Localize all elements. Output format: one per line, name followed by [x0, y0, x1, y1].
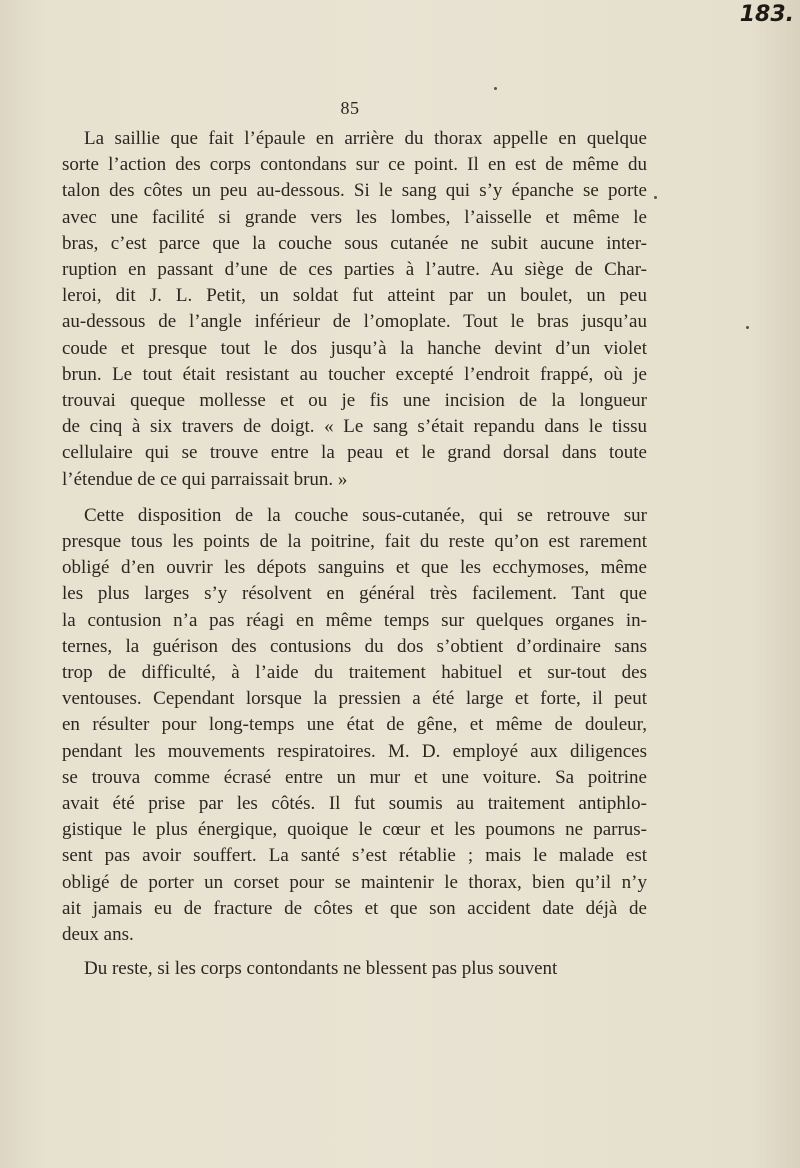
text-line: presque tous les points de la poitrine, fait du reste qu’on est rarement	[62, 531, 647, 553]
text-line: l’étendue de ce qui parraissait brun. »	[62, 468, 348, 490]
text-line: Cette disposition de la couche sous-cutanée, qui se retrouve sur	[84, 504, 647, 526]
ink-speck	[494, 87, 497, 90]
text-line: ventouses. Cependant lorsque la pressien a été large et forte, il peut	[62, 688, 647, 710]
text-line: la contusion n’a pas réagi en même temps sur quelques organes in-	[62, 609, 647, 631]
body-text	[62, 126, 647, 983]
text-line: La saillie que fait l’épaule en arrière du thorax appelle en quelque	[84, 128, 647, 149]
text-line: sorte l’action des corps contondans sur ce point. Il en est de même du	[62, 154, 647, 176]
paragraph	[62, 956, 647, 982]
text-line: obligé d’en ouvrir les dépots sanguins et que les ecchymoses, même	[62, 557, 647, 579]
text-line: Du reste, si les corps contondants ne blessent pas plus souvent	[84, 958, 558, 980]
text-line: avec une facilité si grande vers les lombes, l’aisselle et même le	[62, 206, 647, 228]
text-line: de cinq à six travers de doigt. « Le sang s’était repandu dans le tissu	[62, 416, 647, 438]
text-line: ternes, la guérison des contusions du dos s’obtient d’ordinaire sans	[62, 635, 647, 657]
text-line: trop de difficulté, à l’aide du traitement habituel et sur-tout des	[62, 662, 647, 684]
folio-mark: 183.	[739, 2, 794, 27]
text-line: avait été prise par les côtés. Il fut soumis au traitement antiphlo-	[62, 793, 647, 815]
text-line: obligé de porter un corset pour se maintenir le thorax, bien qu’il n’y	[62, 871, 647, 893]
page-number: 85	[340, 98, 360, 118]
text-line: gistique le plus énergique, quoique le cœur et les poumons ne parrus-	[62, 819, 647, 841]
paragraph	[62, 503, 647, 948]
text-line: pendant les mouvements respiratoires. M. D. employé aux diligences	[62, 740, 647, 762]
ink-speck	[654, 196, 657, 199]
text-line: sent pas avoir souffert. La santé s’est rétablie ; mais le malade est	[62, 845, 647, 867]
text-line: se trouva comme écrasé entre un mur et une voiture. Sa poitrine	[62, 766, 647, 788]
ink-speck	[746, 326, 749, 329]
text-line: coude et presque tout le dos jusqu’à la hanche devint d’un violet	[62, 337, 647, 359]
text-line: en résulter pour long-temps une état de gêne, et même de douleur,	[62, 714, 647, 736]
text-line: les plus larges s’y résolvent en général très facilement. Tant que	[62, 583, 647, 605]
text-line: bras, c’est parce que la couche sous cutanée ne subit aucune inter-	[62, 232, 647, 254]
text-line: trouvai queque mollesse et ou je fis une incision de la longueur	[62, 390, 647, 412]
paragraph	[62, 126, 647, 493]
text-line: ruption en passant d’une de ces parties à l’autre. Au siège de Char-	[62, 259, 647, 281]
text-line: ait jamais eu de fracture de côtes et que son accident date déjà de	[62, 897, 647, 919]
text-line: deux ans.	[62, 924, 134, 946]
text-line: brun. Le tout était resistant au toucher excepté l’endroit frappé, où je	[62, 363, 647, 385]
text-line: au-dessous de l’angle inférieur de l’omoplate. Tout le bras jusqu’au	[62, 311, 647, 333]
text-line: leroi, dit J. L. Petit, un soldat fut atteint par un boulet, un peu	[62, 285, 647, 307]
text-line: talon des côtes un peu au-dessous. Si le sang qui s’y épanche se porte	[62, 180, 647, 202]
text-line: cellulaire qui se trouve entre la peau et le grand dorsal dans toute	[62, 442, 647, 464]
